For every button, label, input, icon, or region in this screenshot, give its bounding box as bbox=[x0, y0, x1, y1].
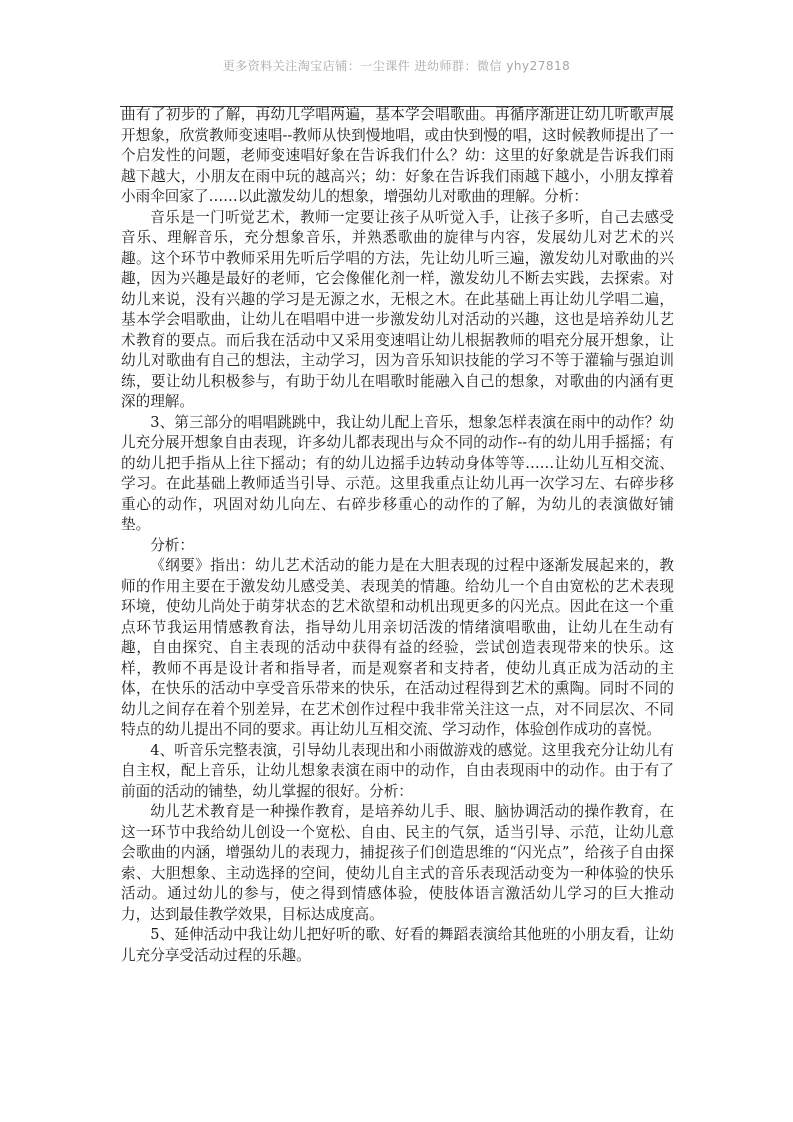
paragraph: 音乐是一门听觉艺术，教师一定要让孩子从听觉入手，让孩子多听，自己去感受音乐、理解音乐，充分想象音乐，并熟悉歌曲的旋律与内容，发展幼儿对艺术的兴趣。这个环节中教师采用先听后学唱的方法，先让幼儿听三遍，激发幼儿对歌曲的兴趣，因为兴趣是最好的老师，它会像催化剂一样，激发幼儿不断去实践，去探索。对幼儿来说，没有兴趣的学习是无源之水，无根之木。在此基础上再让幼儿学唱二遍，基本学会唱歌曲，让幼儿在唱唱中进一步激发幼儿对活动的兴趣，这也是培养幼儿艺术教育的要点。而后我在活动中又采用变速唱让幼儿根据教师的唱充分展开想象，让幼儿对歌曲有自己的想法，主动学习，因为音乐知识技能的学习不等于灌输与强迫训练，要让幼儿积极参与，有助于幼儿在唱歌时能融入自己的想象，对歌曲的内涵有更深的理解。 bbox=[121, 208, 674, 410]
document-body bbox=[121, 105, 674, 966]
paragraph: 幼儿艺术教育是一种操作教育，是培养幼儿手、眼、脑协调活动的操作教育，在这一环节中我给幼儿创设一个宽松、自由、民主的气氛，适当引导、示范，让幼儿意会歌曲的内涵，增强幼儿的表现力，捕捉孩子们创造思维的“闪光点”，给孩子自由探索、大胆想象、主动选择的空间，使幼儿自主式的音乐表现活动变为一种体验的快乐活动。通过幼儿的参与，使之得到情感体验，使肢体语言激活幼儿学习的巨大推动力，达到最佳教学效果，目标达成度高。 bbox=[121, 803, 674, 923]
paragraph: 曲有了初步的了解，再幼儿学唱两遍，基本学会唱歌曲。再循序渐进让幼儿听歌声展开想象，欣赏教师变速唱--教师从快到慢地唱，或由快到慢的唱，这时候教师提出了一个启发性的问题，老师变速唱好象在告诉我们什么？幼：这里的好象就是告诉我们雨越下越大，小朋友在雨中玩的越高兴；幼：好象在告诉我们雨越下越小，小朋友撑着小雨伞回家了……以此激发幼儿的想象，增强幼儿对歌曲的理解。分析： bbox=[121, 106, 674, 205]
paragraph: 《纲要》指出：幼儿艺术活动的能力是在大胆表现的过程中逐渐发展起来的，教师的作用主要在于激发幼儿感受美、表现美的情趣。给幼儿一个自由宽松的艺术表现环境，使幼儿尚处于萌芽状态的艺术欲望和动机出现更多的闪光点。因此在这一个重点环节我运用情感教育法，指导幼儿用亲切活泼的情绪演唱歌曲，让幼儿在生动有趣，自由探究、自主表现的活动中获得有益的经验，尝试创造表现带来的快乐。这样，教师不再是设计者和指导者，而是观察者和支持者，使幼儿真正成为活动的主体，在快乐的活动中享受音乐带来的快乐，在活动过程得到艺术的熏陶。同时不同的幼儿之间存在着个别差异，在艺术创作过程中我非常关注这一点，对不同层次、不同特点的幼儿提出不同的要求。再让幼儿互相交流、学习动作，体验创作成功的喜悦。 bbox=[121, 557, 674, 738]
page-header-watermark: 更多资料关注淘宝店铺：一尘课件 进幼师群：微信 yhy27818 bbox=[222, 59, 571, 73]
paragraph: 4、听音乐完整表演，引导幼儿表现出和小雨做游戏的感觉。这里我充分让幼儿有自主权，配上音乐，让幼儿想象表演在雨中的动作，自由表现雨中的动作。由于有了前面的活动的铺垫，幼儿掌握的很好。分析： bbox=[121, 741, 674, 800]
paragraph: 5、延伸活动中我让幼儿把好听的歌、好看的舞蹈表演给其他班的小朋友看，让幼儿充分享受活动过程的乐趣。 bbox=[121, 926, 674, 964]
paragraph: 分析： bbox=[150, 536, 194, 554]
paragraph: 3、第三部分的唱唱跳跳中，我让幼儿配上音乐，想象怎样表演在雨中的动作？幼儿充分展开想象自由表现，许多幼儿都表现出与众不同的动作--有的幼儿用手摇摇；有的幼儿把手指从上往下摇动；有的幼儿边摇手边转动身体等等……让幼儿互相交流、学习。在此基础上教师适当引导、示范。这里我重点让幼儿再一次学习左、右碎步移重心的动作，巩固对幼儿向左、右碎步移重心的动作的了解，为幼儿的表演做好铺垫。 bbox=[121, 413, 674, 533]
